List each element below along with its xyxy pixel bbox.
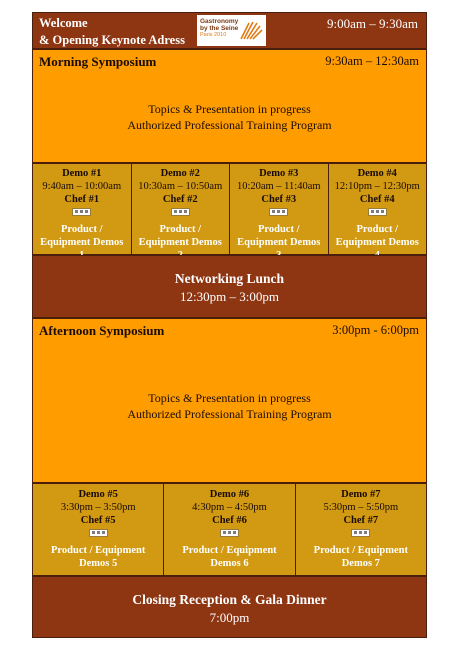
demo-time: 12:10pm – 12:30pm [334,181,420,192]
demo-title: Demo #6 [209,489,250,500]
demo-product: Product / Equipment Demos [237,224,321,248]
demo-chef: Chef #5 [80,515,116,526]
demo-time: 10:20am – 11:40am [236,181,321,192]
lunch-block [33,270,426,305]
welcome-line2: & Opening Keynote Adress [39,33,185,47]
demo-chef: Chef #1 [64,194,100,205]
demo-title: Demo #4 [357,168,397,179]
dots-icon [351,529,370,537]
afternoon-line2: Authorized Professional Training Program [127,407,332,421]
afternoon-line1: Topics & Presentation in progress [148,391,311,405]
demo-chef: Chef #6 [212,515,247,526]
networking-lunch [32,255,427,318]
demo-chef: Chef #7 [343,515,379,526]
dots-icon [220,529,239,537]
demo-product: Product / Equipment Demos 6 [182,545,277,569]
demo-title: Demo #7 [341,489,381,500]
demo-cell [33,164,132,254]
demo-title: Demo #2 [160,168,200,179]
welcome-label [39,15,185,49]
demo-title: Demo #1 [62,168,102,179]
demo-title: Demo #5 [78,489,118,500]
demo-chef: Chef #3 [261,194,297,205]
gastronomy-logo [197,15,266,46]
closing-title: Closing Reception & Gala Dinner [132,592,327,607]
dots-icon [171,208,190,216]
morning-description [33,101,426,133]
dots-icon [269,208,288,216]
demo-cell [164,484,295,575]
closing-time: 7:00pm [209,610,250,625]
demo-cell [296,484,426,575]
afternoon-time: 3:00pm - 6:00pm [332,323,419,337]
dots-icon [89,529,108,537]
demo-time: 5:30pm – 5:50pm [323,502,399,513]
logo-line1: Gastronomy [200,18,239,25]
sunburst-icon [239,19,263,41]
demo-time: 4:30pm – 4:50pm [192,502,267,513]
logo-text [200,18,238,39]
morning-line1: Topics & Presentation in progress [148,102,311,116]
schedule-sheet [32,12,427,638]
demo-product: Product / Equipment Demos [138,224,222,248]
demo-product: Product / Equipment Demos 7 [313,545,408,569]
demo-cell [132,164,231,254]
demo-cell [230,164,329,254]
closing-block [33,591,426,626]
demo-product: Product / Equipment Demos [335,224,419,248]
demo-time: 3:30pm – 3:50pm [60,502,136,513]
morning-line2: Authorized Professional Training Program [127,118,332,132]
demo-time: 10:30am – 10:50am [138,181,223,192]
demo-product: Product / Equipment Demos 5 [51,545,146,569]
morning-demos [32,163,427,255]
morning-time: 9:30am – 12:30am [325,54,419,68]
demo-product: Product / Equipment Demos [40,224,124,248]
dots-icon [72,208,91,216]
demo-cell [329,164,427,254]
afternoon-demos [32,483,427,576]
logo-line3: Paris 2010 [200,32,227,38]
demo-title: Demo #3 [259,168,299,179]
demo-chef: Chef #2 [162,194,198,205]
logo-line2: by the Seine [200,25,239,32]
closing-reception [32,576,427,638]
welcome-line1: Welcome [39,16,88,30]
demo-cell [33,484,164,575]
lunch-time: 12:30pm – 3:00pm [180,289,279,304]
afternoon-title: Afternoon Symposium [39,323,165,338]
morning-title: Morning Symposium [39,54,157,69]
afternoon-description [33,390,426,422]
demo-time: 9:40am – 10:00am [42,181,122,192]
dots-icon [368,208,387,216]
welcome-row [32,12,427,49]
lunch-title: Networking Lunch [174,271,285,286]
afternoon-symposium [32,318,427,483]
demo-chef: Chef #4 [359,194,395,205]
welcome-time: 9:00am – 9:30am [327,16,418,31]
morning-symposium [32,49,427,163]
